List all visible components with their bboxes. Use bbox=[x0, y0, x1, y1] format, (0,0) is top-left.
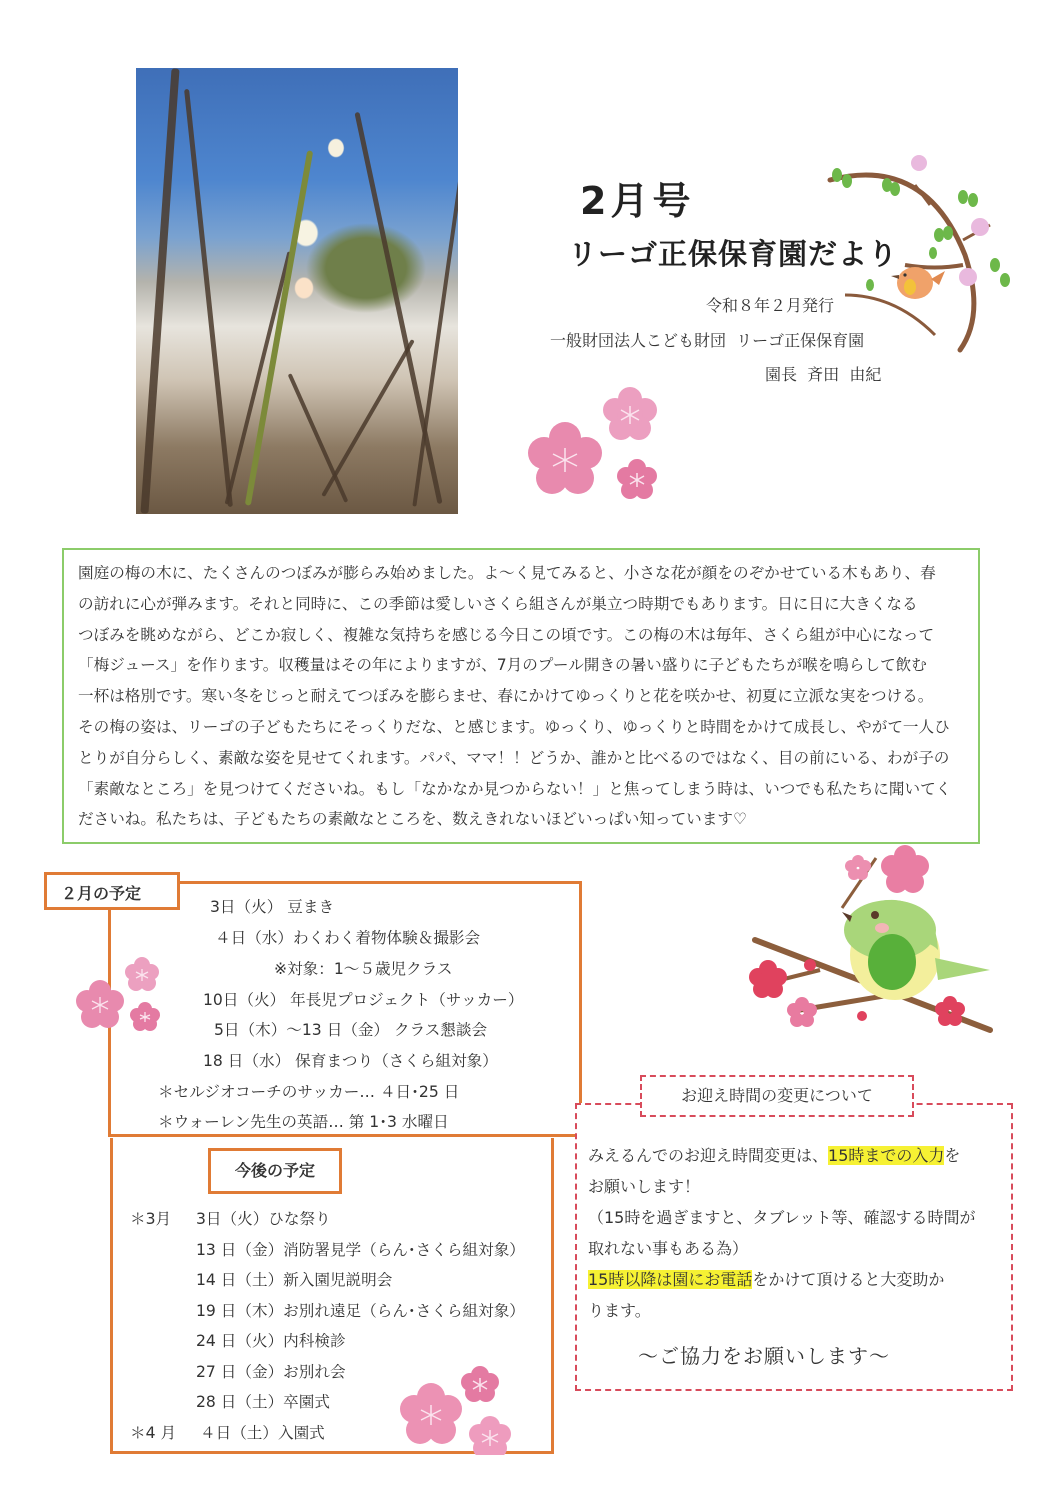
issue-title: 2月号 bbox=[580, 179, 695, 223]
plum-blossom-cluster-left bbox=[72, 955, 172, 1035]
schedule-item: 24 日（火）内科検診 bbox=[196, 1332, 346, 1350]
schedule-item: 3日（火） 豆まき bbox=[210, 898, 335, 916]
february-schedule-label: ２月の予定 bbox=[44, 872, 180, 910]
intro-line: 「梅ジュース」を作ります。収穫量はその年によりますが、7月のプール開きの暑い盛りに子どもたちが喉を鳴らして飲む bbox=[78, 656, 927, 675]
pickup-text: をかけて頂けると大変助か bbox=[752, 1270, 945, 1289]
intro-line: その梅の姿は、リーゴの子どもたちにそっくりだな、と感じます。ゆっくり、ゆっくりと時間をかけて成長し、やがて一人ひ bbox=[78, 717, 950, 736]
pickup-line: 取れない事もある為） bbox=[588, 1239, 749, 1258]
schedule-item: ４日（水）わくわく着物体験＆撮影会 bbox=[215, 929, 481, 947]
schedule-item: 28 日（土）卒園式 bbox=[196, 1393, 330, 1411]
pickup-text: みえるんでのお迎え時間変更は、 bbox=[588, 1146, 829, 1165]
pickup-notice-title: お迎え時間の変更について bbox=[640, 1075, 914, 1117]
pickup-text: を bbox=[944, 1146, 961, 1165]
pickup-line bbox=[588, 1140, 1008, 1171]
intro-line: 園庭の梅の木に、たくさんのつぼみが膨らみ始めました。よ～く見てみると、小さな花が顔をのぞかせている木もあり、春 bbox=[78, 564, 936, 582]
pickup-closing: ～ご協力をお願いします～ bbox=[638, 1344, 890, 1368]
issue-date: 令和８年２月発行 bbox=[706, 296, 835, 315]
schedule-item: 3日（火）ひな祭り bbox=[196, 1210, 331, 1228]
plum-blossom-photo bbox=[136, 68, 458, 514]
intro-line: とりが自分らしく、素敵な姿を見せてくれます。パパ、ママ！！どうか、誰かと比べるのではなく、目の前にいる、わが子の bbox=[78, 748, 950, 767]
pickup-notice-body bbox=[588, 1140, 1008, 1326]
pickup-line bbox=[588, 1264, 1008, 1295]
schedule-item: 18 日（水） 保育まつり（さくら組対象） bbox=[203, 1052, 498, 1070]
schedule-item: 10日（火） 年長児プロジェクト（サッカー） bbox=[203, 991, 524, 1009]
schedule-item: ※対象：1～５歳児クラス bbox=[274, 960, 453, 978]
schedule-item: ４日（土）入園式 bbox=[200, 1424, 325, 1442]
intro-line: つぼみを眺めながら、どこか寂しく、複雑な気持ちを感じる今日この頃です。この梅の木は毎年、さくら組が中心になって bbox=[78, 625, 935, 644]
intro-line: の訪れに心が弾みます。それと同時に、この季節は愛しいさくら組さんが巣立つ時期でもあります。日に日に大きくなる bbox=[78, 594, 918, 613]
future-schedule-label: 今後の予定 bbox=[208, 1148, 342, 1194]
highlight-deadline: 15時までの入力 bbox=[828, 1146, 945, 1165]
schedule-item: 14 日（土）新入園児説明会 bbox=[196, 1271, 393, 1289]
intro-line: ださいね。私たちは、子どもたちの素敵なところを、数えきれないほどいっぱい知っています♡ bbox=[78, 810, 747, 829]
green-bird-illustration bbox=[740, 830, 1000, 1040]
schedule-month: ＊4 月 bbox=[130, 1424, 177, 1442]
intro-line: 「素敵なところ」を見つけてくださいね。もし「なかなか見つからない！」と焦ってしまう時は、いつでも私たちに聞いてく bbox=[78, 779, 952, 798]
pickup-line: （15時を過ぎますと、タブレット等、確認する時間が bbox=[588, 1208, 976, 1227]
schedule-item: ＊ウォーレン先生の英語… 第 1･3 水曜日 bbox=[158, 1113, 449, 1131]
schedule-item: ＊セルジオコーチのサッカー… ４日･25 日 bbox=[158, 1083, 460, 1101]
pickup-line: ります。 bbox=[588, 1301, 651, 1320]
plum-blossom-cluster-bottom bbox=[398, 1360, 518, 1455]
schedule-item: 13 日（金）消防署見学（らん･さくら組対象） bbox=[196, 1241, 525, 1259]
plum-blossom-cluster-top bbox=[525, 385, 665, 505]
branch-bird-illustration bbox=[815, 145, 1015, 355]
schedule-item: 19 日（木）お別れ遠足（らん･さくら組対象） bbox=[196, 1302, 525, 1320]
schedule-item: 27 日（金）お別れ会 bbox=[196, 1363, 346, 1381]
schedule-item: 5日（木）～13 日（金） クラス懇談会 bbox=[214, 1021, 488, 1039]
organization-name: 一般財団法人こども財団 リーゴ正保保育園 bbox=[550, 331, 865, 350]
intro-message-box bbox=[62, 548, 980, 844]
schedule-month: ＊3月 bbox=[130, 1210, 172, 1228]
newsletter-title: リーゴ正保保育園だより bbox=[568, 237, 899, 271]
highlight-phone: 15時以降は園にお電話 bbox=[588, 1270, 753, 1289]
director-name: 園長 斉田 由紀 bbox=[765, 365, 882, 384]
pickup-line: お願いします！ bbox=[588, 1177, 701, 1196]
intro-line: 一杯は格別です。寒い冬をじっと耐えてつぼみを膨らませ、春にかけてゆっくりと花を咲かせ、初夏に立派な実をつける。 bbox=[78, 687, 934, 706]
